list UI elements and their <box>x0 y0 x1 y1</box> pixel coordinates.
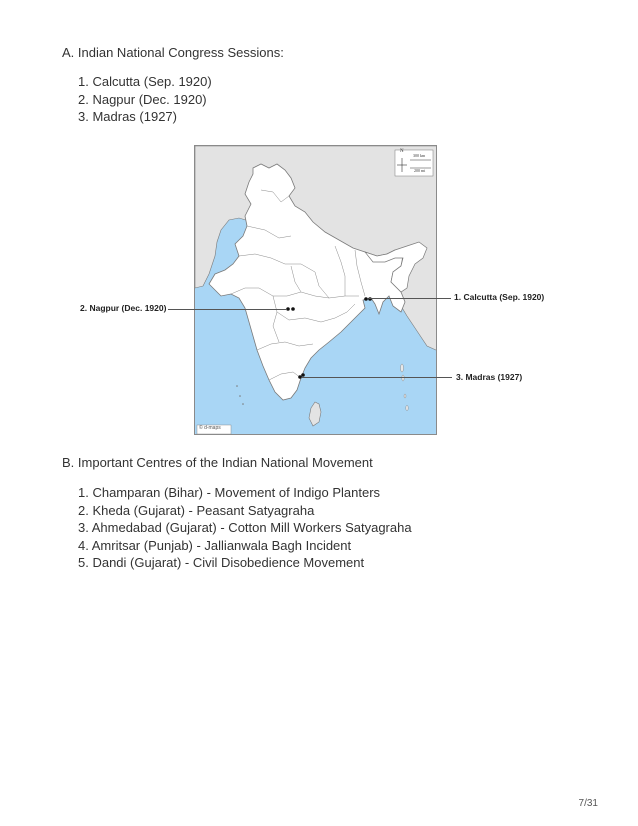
list-item: 3. Ahmedabad (Gujarat) - Cotton Mill Workers Satyagraha <box>78 520 412 535</box>
section-a-heading: A. Indian National Congress Sessions: <box>62 45 284 60</box>
madras-callout-line <box>302 377 452 378</box>
section-b-heading: B. Important Centres of the Indian National Movement <box>62 455 373 470</box>
calcutta-callout-line <box>369 298 451 299</box>
madras-callout-label: 3. Madras (1927) <box>456 372 523 382</box>
congress-sessions-list <box>78 73 212 126</box>
list-item: 3. Madras (1927) <box>78 109 177 124</box>
nagpur-callout-label: 2. Nagpur (Dec. 1920) <box>80 303 167 313</box>
india-map <box>194 145 437 435</box>
list-item: 1. Calcutta (Sep. 1920) <box>78 74 212 89</box>
movement-centres-list <box>78 484 412 572</box>
list-item: 2. Nagpur (Dec. 1920) <box>78 91 207 107</box>
calcutta-marker <box>364 297 368 301</box>
north-arrow-label: N <box>400 149 404 154</box>
calcutta-callout-label: 1. Calcutta (Sep. 1920) <box>454 292 545 302</box>
list-item: 1. Champaran (Bihar) - Movement of Indigo Planters <box>78 485 381 500</box>
nagpur-callout-line <box>168 309 287 310</box>
scale-mi-label: 200 mi <box>414 168 426 173</box>
page-number: 7/31 <box>578 798 598 809</box>
list-item: 4. Amritsar (Punjab) - Jallianwala Bagh Incident <box>78 537 352 553</box>
map-watermark: © d-maps <box>199 425 221 431</box>
list-item: 2. Kheda (Gujarat) - Peasant Satyagraha <box>78 502 315 518</box>
scale-km-label: 300 km <box>413 153 426 158</box>
list-item: 5. Dandi (Gujarat) - Civil Disobedience Movement <box>78 555 365 570</box>
